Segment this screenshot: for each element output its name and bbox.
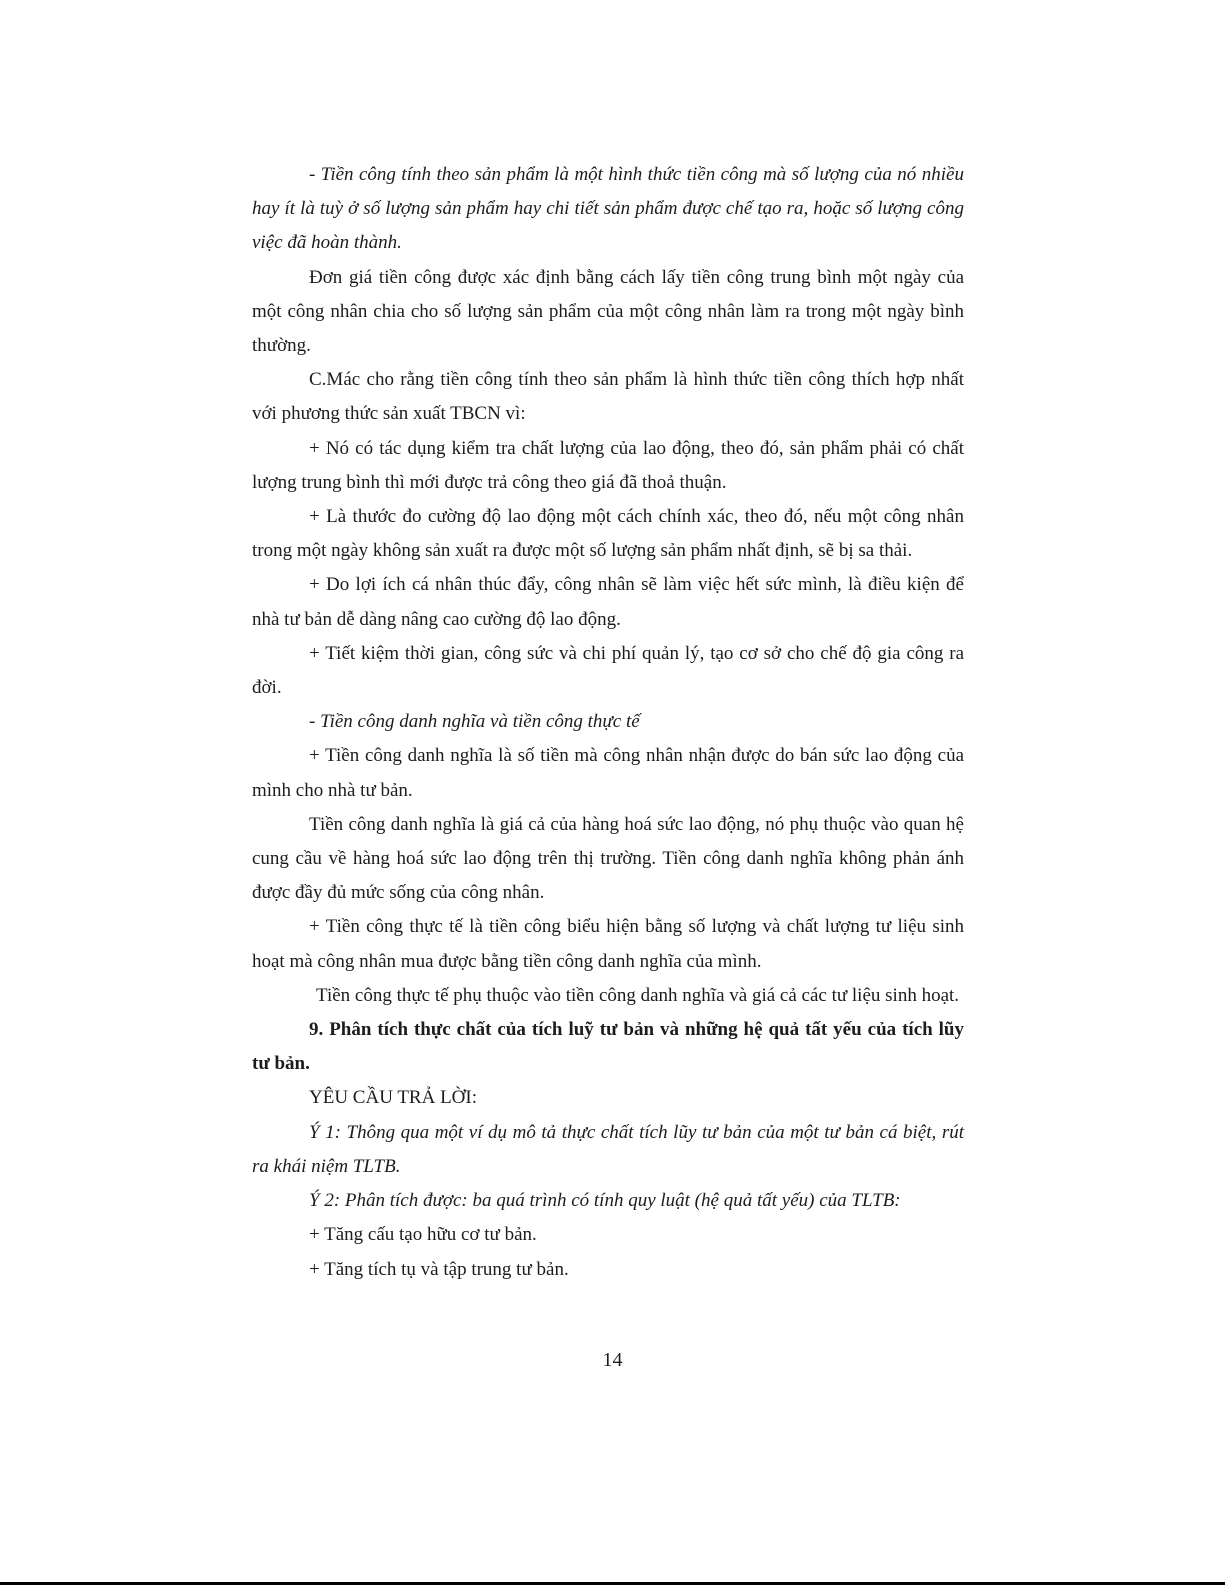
answer-requirements-label: YÊU CẦU TRẢ LỜI: xyxy=(309,1087,478,1109)
paragraph-marx-view: C.Mác cho rằng tiền công tính theo sản phẩm là hình thức tiền công thích hợp nhất với phương thức sản xuất TBCN vì: xyxy=(252,369,964,425)
answer-point-1: Ý 1: Thông qua một ví dụ mô tả thực chất tích lũy tư bản của một tư bản cá biệt, rút ra khái niệm TLTB. xyxy=(252,1121,964,1177)
list-item-quality-control: + Nó có tác dụng kiểm tra chất lượng của lao động, theo đó, sản phẩm phải có chất lượng trung bình thì mới được trả công theo giá đã thoả thuận. xyxy=(252,437,964,493)
list-item-nominal-wage: + Tiền công danh nghĩa là số tiền mà công nhân nhận được do bán sức lao động của mình cho nhà tư bản. xyxy=(252,745,964,801)
page-body xyxy=(252,158,964,1287)
list-item-personal-interest: + Do lợi ích cá nhân thúc đẩy, công nhân sẽ làm việc hết sức mình, là điều kiện để nhà tư bản dễ dàng nâng cao cường độ lao động. xyxy=(252,574,964,630)
subheading-nominal-real-wage: - Tiền công danh nghĩa và tiền công thực tế xyxy=(309,711,640,733)
list-item-organic-composition: + Tăng cấu tạo hữu cơ tư bản. xyxy=(309,1224,537,1246)
paragraph-piece-wage-definition: - Tiền công tính theo sản phẩm là một hình thức tiền công mà số lượng của nó nhiều hay ít là tuỳ ở số lượng sản phẩm hay chi tiết sản phẩm được chế tạo ra, hoặc số lượng công việc đã hoàn thành. xyxy=(252,164,964,254)
page-number: 14 xyxy=(602,1349,623,1371)
list-item-intensity-measure: + Là thước đo cường độ lao động một cách chính xác, theo đó, nếu một công nhân trong một ngày không sản xuất ra được một số lượng sản phẩm nhất định, sẽ bị sa thải. xyxy=(252,506,964,562)
list-item-real-wage: + Tiền công thực tế là tiền công biểu hiện bằng số lượng và chất lượng tư liệu sinh hoạt mà công nhân mua được bằng tiền công danh nghĩa của mình. xyxy=(252,916,964,972)
answer-point-2: Ý 2: Phân tích được: ba quá trình có tính quy luật (hệ quả tất yếu) của TLTB: xyxy=(309,1190,901,1212)
paragraph-nominal-wage-detail: Tiền công danh nghĩa là giá cả của hàng hoá sức lao động, nó phụ thuộc vào quan hệ cung cầu về hàng hoá sức lao động trên thị trường. Tiền công danh nghĩa không phản ánh được đầy đủ mức sống của công nhân. xyxy=(252,813,964,904)
list-item-concentration: + Tăng tích tụ và tập trung tư bản. xyxy=(309,1258,569,1280)
list-item-cost-saving: + Tiết kiệm thời gian, công sức và chi phí quản lý, tạo cơ sở cho chế độ gia công ra đời. xyxy=(252,642,964,699)
question-heading-9: 9. Phân tích thực chất của tích luỹ tư bản và những hệ quả tất yếu của tích lũy tư bản. xyxy=(252,1019,964,1075)
paragraph-unit-price: Đơn giá tiền công được xác định bằng cách lấy tiền công trung bình một ngày của một công nhân chia cho số lượng sản phẩm của một công nhân làm ra trong một ngày bình thường. xyxy=(252,266,964,357)
paragraph-real-wage-detail: Tiền công thực tế phụ thuộc vào tiền công danh nghĩa và giá cả các tư liệu sinh hoạt. xyxy=(316,984,960,1006)
